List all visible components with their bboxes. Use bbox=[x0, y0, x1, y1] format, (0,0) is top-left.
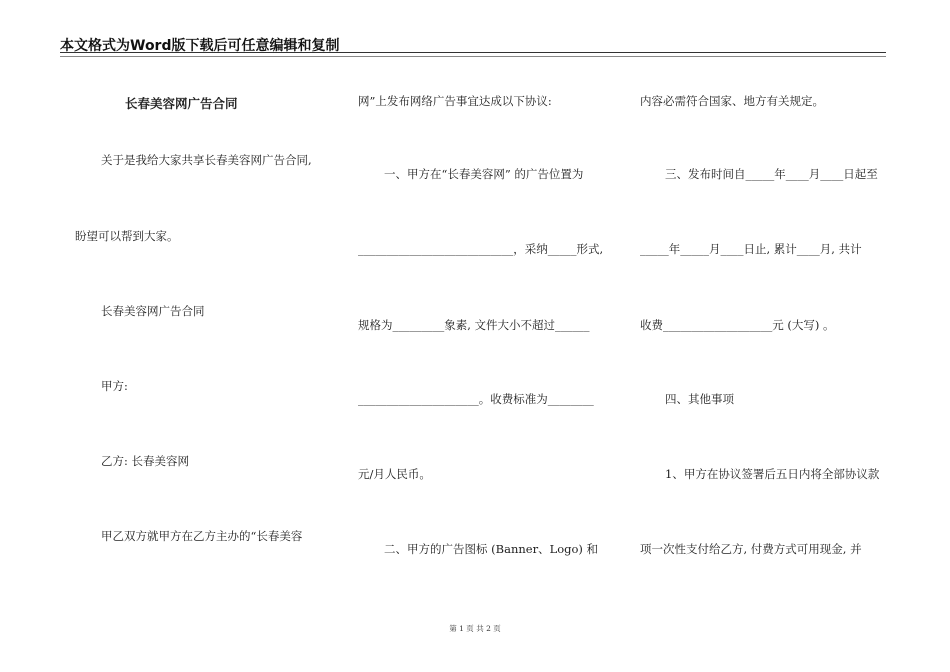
page-number: 第 1 页 共 2 页 bbox=[449, 624, 501, 633]
clause-4-heading: 四、其他事项 bbox=[665, 392, 734, 406]
paragraph-line: 甲乙双方就甲方在乙方主办的“长春美容 bbox=[101, 529, 303, 543]
header-divider-top bbox=[60, 52, 886, 53]
blank-form-line: _____年_____月____日止, 累计____月, 共计 bbox=[640, 242, 862, 256]
paragraph-line: 网”上发布网络广告事宜达成以下协议: bbox=[358, 94, 552, 108]
clause-3-line: 三、发布时间自_____年____月____日起至 bbox=[665, 167, 878, 181]
document-banner: 本文格式为Word版下载后可任意编辑和复制 bbox=[60, 38, 340, 54]
clause-2-line: 二、甲方的广告图标 (Banner、Logo) 和 bbox=[384, 542, 599, 556]
blank-form-line: ___________________________，采纳_____形式, bbox=[358, 242, 604, 256]
header-divider-bottom bbox=[60, 56, 886, 57]
blank-form-line: 规格为_________象素, 文件大小不超过______ bbox=[358, 318, 590, 332]
party-a-line: 甲方: bbox=[101, 379, 128, 393]
document-title: 长春美容网广告合同 bbox=[125, 96, 238, 111]
paragraph-line: 元/月人民币。 bbox=[358, 467, 431, 481]
blank-form-line: 收费___________________元 (大写) 。 bbox=[640, 318, 835, 332]
paragraph-line: 内容必需符合国家、地方有关规定。 bbox=[640, 94, 824, 108]
clause-1-line: 一、甲方在“长春美容网” 的广告位置为 bbox=[384, 167, 584, 181]
paragraph-line: 盼望可以帮到大家。 bbox=[75, 229, 179, 243]
subtitle-line: 长春美容网广告合同 bbox=[101, 304, 205, 318]
paragraph-line: 项一次性支付给乙方, 付费方式可用现金, 并 bbox=[640, 542, 862, 556]
paragraph-line: 关于是我给大家共享长春美容网广告合同, bbox=[101, 153, 312, 167]
party-b-line: 乙方: 长春美容网 bbox=[101, 454, 190, 468]
paragraph-line: 1、甲方在协议签署后五日内将全部协议款 bbox=[665, 467, 880, 481]
blank-form-line: _____________________。收费标准为________ bbox=[358, 392, 594, 406]
